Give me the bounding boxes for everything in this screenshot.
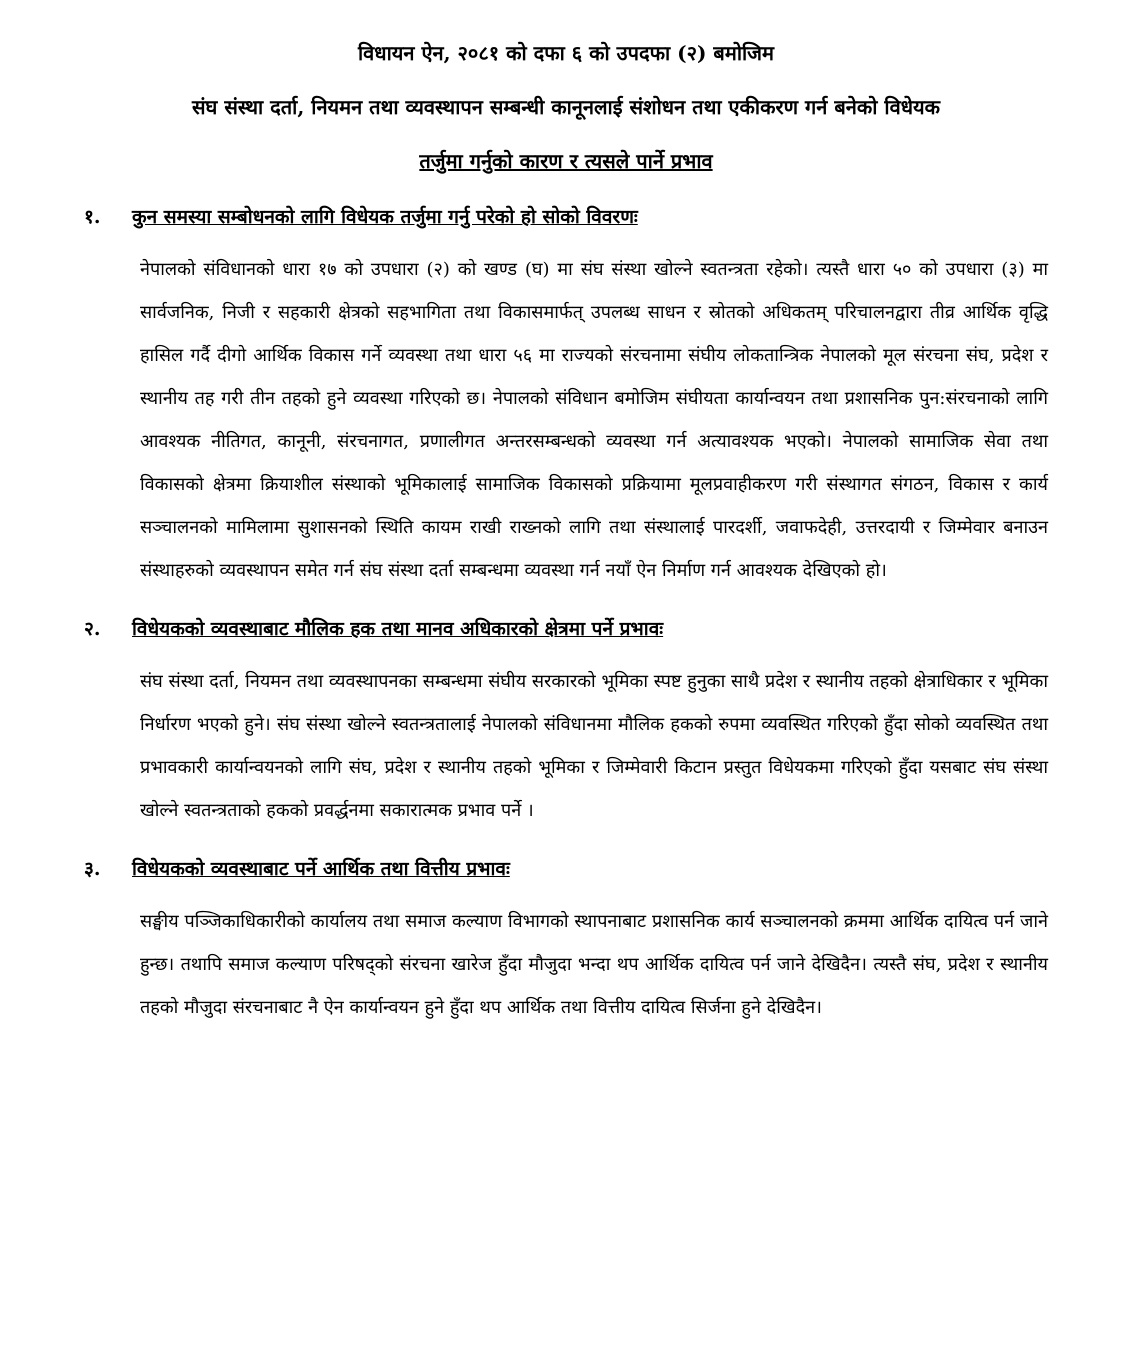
section-title: विधेयकको व्यवस्थाबाट पर्ने आर्थिक तथा वित्तीय प्रभावः — [132, 858, 510, 880]
section-title: विधेयकको व्यवस्थाबाट मौलिक हक तथा मानव अधिकारको क्षेत्रमा पर्ने प्रभावः — [132, 618, 664, 640]
section-number: ३. — [84, 858, 101, 880]
section-body: संघ संस्था दर्ता, नियमन तथा व्यवस्थापनका सम्बन्धमा संघीय सरकारको भूमिका स्पष्ट हुनुका साथै प्रदेश र स्थानीय तहको क्षेत्राधिकार र भूमिका निर्धारण भएको हुने। संघ संस्था खोल्ने स्वतन्त्रतालाई नेपालको संविधानमा मौलिक हकको रुपमा व्यवस्थित गरिएको हुँदा सोको व्यवस्थित तथा प्रभावकारी कार्यान्वयनको लागि संघ, प्रदेश र स्थानीय तहको भूमिका र जिम्मेवारी किटान प्रस्तुत विधेयकमा गरिएको हुँदा यसबाट संघ संस्था खोल्ने स्वतन्त्रताको हकको प्रवर्द्धनमा सकारात्मक प्रभाव पर्ने । — [140, 671, 1048, 821]
section-body: नेपालको संविधानको धारा १७ को उपधारा (२) को खण्ड (घ) मा संघ संस्था खोल्ने स्वतन्त्रता रहेको। त्यस्तै धारा ५० को उपधारा (३) मा सार्वजनिक, निजी र सहकारी क्षेत्रको सहभागिता तथा विकासमार्फत् उपलब्ध साधन र स्रोतको अधिकतम् परिचालनद्वारा तीव्र आर्थिक वृद्धि हासिल गर्दै दीगो आर्थिक विकास गर्ने व्यवस्था तथा धारा ५६ मा राज्यको संरचनामा संघीय लोकतान्त्रिक नेपालको मूल संरचना संघ, प्रदेश र स्थानीय तह गरी तीन तहको हुने व्यवस्था गरिएको छ। नेपालको संविधान बमोजिम संघीयता कार्यान्वयन तथा प्रशासनिक पुन:संरचनाको लागि आवश्यक नीतिगत, कानूनी, संरचनागत, प्रणालीगत अन्तरसम्बन्धको व्यवस्था गर्न अत्यावश्यक भएको। नेपालको सामाजिक सेवा तथा विकासको क्षेत्रमा क्रियाशील संस्थाको भूमिकालाई सामाजिक विकासको प्रक्रियामा मूलप्रवाहीकरण गरी संस्थागत संगठन, विकास र कार्य सञ्चालनको मामिलामा सुशासनको स्थिति कायम राखी राख्नको लागि तथा संस्थालाई पारदर्शी, जवाफदेही, उत्तरदायी र जिम्मेवार बनाउन संस्थाहरुको व्यवस्थापन समेत गर्न संघ संस्था दर्ता सम्बन्धमा व्यवस्था गर्न नयाँ ऐन निर्माण गर्न आवश्यक देखिएको हो। — [140, 259, 1048, 581]
section-1 — [84, 204, 1048, 592]
document-heading-act-reference: विधायन ऐन, २०८१ को दफा ६ को उपदफा (२) बमोजिम — [358, 41, 774, 65]
section-2 — [84, 616, 1048, 832]
section-number: १. — [84, 206, 101, 228]
section-body: सङ्घीय पञ्जिकाधिकारीको कार्यालय तथा समाज कल्याण विभागको स्थापनाबाट प्रशासनिक कार्य सञ्चालनको क्रममा आर्थिक दायित्व पर्न जाने हुन्छ। तथापि समाज कल्याण परिषद्को संरचना खारेज हुँदा मौजुदा भन्दा थप आर्थिक दायित्व पर्न जाने देखिदैन। त्यस्तै संघ, प्रदेश र स्थानीय तहको मौजुदा संरचनाबाट नै ऐन कार्यान्वयन हुने हुँदा थप आर्थिक तथा वित्तीय दायित्व सिर्जना हुने देखिदैन। — [140, 911, 1048, 1018]
section-heading — [84, 616, 1048, 642]
section-heading — [84, 856, 1048, 882]
section-3 — [84, 856, 1048, 1029]
document-heading-subtitle: तर्जुमा गर्नुको कारण र त्यसले पार्ने प्रभाव — [419, 149, 713, 173]
section-heading — [84, 204, 1048, 230]
section-number: २. — [84, 618, 101, 640]
document-heading-bill-title: संघ संस्था दर्ता, नियमन तथा व्यवस्थापन सम्बन्धी कानूनलाई संशोधन तथा एकीकरण गर्न बनेको विधेयक — [192, 95, 940, 119]
section-title: कुन समस्या सम्बोधनको लागि विधेयक तर्जुमा गर्नु परेको हो सोको विवरणः — [132, 206, 638, 228]
